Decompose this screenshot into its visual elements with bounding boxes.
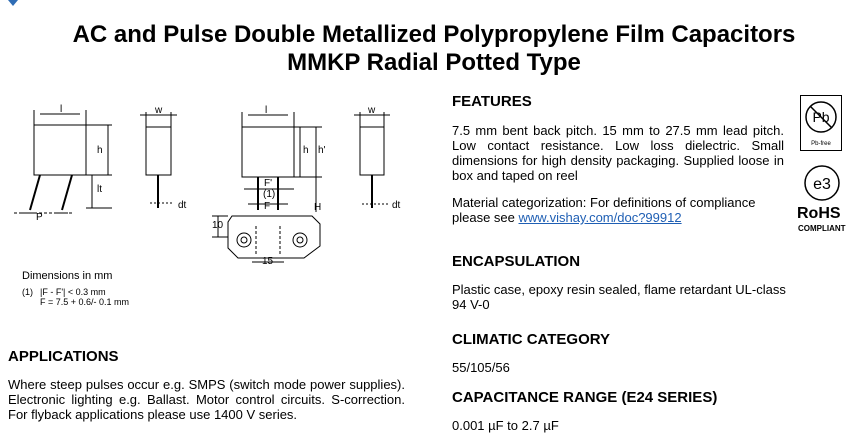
e3-icon: [803, 164, 841, 202]
pb-caption: Pb-free: [811, 141, 831, 147]
title-line-2: MMKP Radial Potted Type: [287, 49, 581, 76]
cap3-body: [242, 127, 294, 177]
dimensions-title: Dimensions in mm: [22, 270, 113, 282]
label-F: F: [264, 201, 271, 212]
label-dt1: dt: [178, 200, 187, 211]
capacitance-body: 0.001 µF to 2.7 µF: [452, 418, 559, 433]
cap2-body: [146, 127, 171, 175]
label-H: H: [314, 202, 322, 213]
cap1-body: [34, 125, 86, 175]
label-dt2: dt: [392, 200, 401, 211]
label-w2: w: [368, 105, 376, 116]
label-15: 15: [262, 256, 274, 267]
label-P: P: [36, 212, 43, 223]
title-line-1: AC and Pulse Double Metallized Polypropylene Film Capacitors: [72, 21, 796, 48]
encapsulation-body: Plastic case, epoxy resin sealed, flame retardant UL-class 94 V-0: [452, 282, 786, 312]
label-l1: l: [60, 104, 63, 115]
applications-body: Where steep pulses occur e.g. SMPS (switch mode power supplies). Electronic lighting e.g. Ballast. Motor control circuits. S-correction. For flyback applications please use 1400 V series.: [8, 377, 405, 422]
label-lt: lt: [97, 184, 102, 195]
compliance-link[interactable]: www.vishay.com/doc?99912: [518, 210, 682, 225]
features-heading: FEATURES: [452, 93, 532, 110]
label-hprime: h': [318, 145, 326, 156]
e3-symbol: e3: [813, 176, 831, 193]
label-10: 10: [212, 220, 224, 231]
rohs-compliant-label: COMPLIANT: [798, 224, 846, 233]
dimension-drawing: [0, 100, 420, 275]
label-note1: (1): [263, 189, 276, 200]
label-w1: w: [155, 105, 163, 116]
note-index: (1): [22, 287, 33, 297]
features-body: 7.5 mm bent back pitch. 15 mm to 27.5 mm lead pitch. Low contact resistance. Low loss dielectric. Small dimensions for high density packaging. Supplied loose in box and taped on reel: [452, 123, 784, 183]
climatic-body: 55/105/56: [452, 360, 510, 375]
encapsulation-heading: ENCAPSULATION: [452, 253, 581, 270]
note-line-1: |F - F'| < 0.3 mm: [40, 287, 106, 297]
cap4-body: [360, 127, 384, 175]
applications-heading: APPLICATIONS: [8, 348, 119, 365]
climatic-heading: CLIMATIC CATEGORY: [452, 331, 611, 348]
label-Fprime: F': [264, 178, 273, 189]
pb-free-icon: [800, 95, 842, 151]
label-h1: h: [97, 145, 103, 156]
rohs-label: RoHS: [797, 205, 841, 222]
pb-symbol: Pb: [812, 109, 830, 125]
brand-marker: [8, 0, 18, 6]
label-l2: l: [265, 105, 268, 116]
note-line-2: F = 7.5 + 0.6/- 0.1 mm: [40, 297, 130, 307]
material-categorization: [452, 195, 784, 225]
material-text: Material categorization: For definitions of compliance please see: [452, 195, 756, 225]
label-h2: h: [303, 145, 309, 156]
capacitance-heading: CAPACITANCE RANGE (E24 SERIES): [452, 389, 718, 406]
